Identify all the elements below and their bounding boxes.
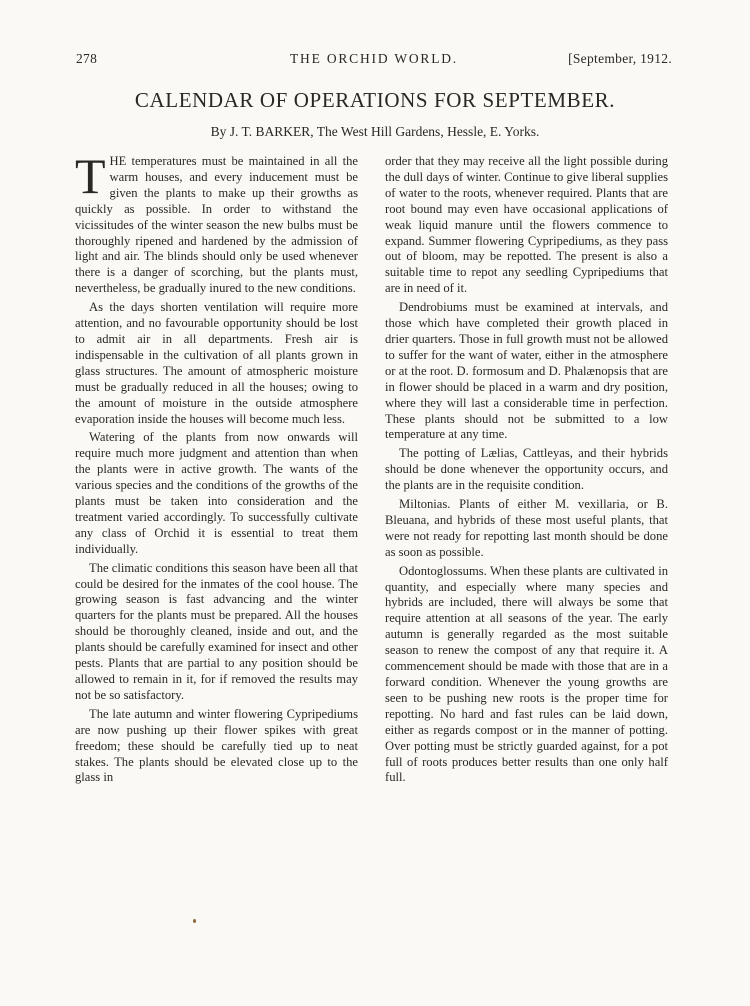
right-column [385, 154, 668, 789]
issue-date: [September, 1912. [568, 51, 672, 66]
paragraph: Dendrobiums must be examined at intervals, and those which have completed their growth placed in drier quarters. Those in full growth must not be allowed to suffer for the want of water, either in the atmosphere or at the root. D. formosum and D. Phalænopsis that are in flower should be placed in a warm and dry position, where they will last a considerable time in perfection. These plants should not be submitted to a low temperature at any time. [385, 300, 668, 442]
left-column [75, 148, 358, 789]
paragraph: The late autumn and winter flowering Cypripediums are now pushing up their flower spikes with great freedom; these should be carefully tied up to neat stakes. The plants should be elevated close up to the glass in [75, 706, 358, 785]
paragraph: Odontoglossums. When these plants are cultivated in quantity, and especially where many species and hybrids are included, there will always be some that require attention at all seasons of the year. The early autumn is generally regarded as the most suitable season to renew the compost of any that require it. A commencement should be made with those that are in a forward condition. Whenever the young growths are seen to be pushing new roots is the proper time for repotting. No hard and fast rules can be laid down, either as regards compost or in the manner of potting. Over potting must be strictly guarded against, for a pot full of roots produces better results than one only half full. [385, 563, 668, 785]
page-number: 278 [76, 51, 98, 66]
journal-title: THE ORCHID WORLD. [290, 51, 458, 66]
paragraph [75, 148, 358, 297]
paper-speck [193, 919, 196, 923]
paragraph: The climatic conditions this season have been all that could be desired for the inmates of the cool house. The growing season is fast advancing and the winter quarters for the plants must be prepared. All the houses should be thoroughly cleaned, inside and out, and the plants should be carefully examined for insect and other pests. Plants that are partial to any position should be allowed to remain in it, for if removed the results may not be so satisfactory. [75, 560, 358, 702]
running-header [76, 51, 672, 71]
paragraph: As the days shorten ventilation will require more attention, and no favourable opportunity should be lost to admit air in all departments. Fresh air is indispensable in the cultivation of all plants grown in glass structures. The amount of atmospheric moisture must be gradually reduced in all the houses; owing to the amount of moisture in the outside atmosphere evaporation inside the houses will become much less. [75, 300, 358, 426]
article-byline: By J. T. BARKER, The West Hill Gardens, Hessle, E. Yorks. [210, 124, 540, 139]
article-title: CALENDAR OF OPERATIONS FOR SEPTEMBER. [134, 88, 616, 112]
paragraph: order that they may receive all the light possible during the dull days of winter. Continue to give liberal supplies of water to the roots, whenever required. Plants that are root bound may even have occasional applications of weak liquid manure until the flowers commence to expand. Summer flowering Cypripediums, as they pass out of bloom, may be repotted. The present is also a suitable time to repot any seedling Cypripediums that are in need of it. [385, 154, 668, 296]
paragraph: The potting of Lælias, Cattleyas, and their hybrids should be done whenever the opportunity occurs, and the plants are in the requisite condition. [385, 446, 668, 493]
paragraph-text: HE temperatures must be maintained in all the warm houses, and every inducement must be given the plants to make up their growths as quickly as possible. In order to withstand the vicissitudes of the winter season the new bulbs must be thoroughly ripened and hardened by the admission of light and air. The blinds should only be used whenever there is a danger of scorching, but the plants must, nevertheless, be gradually inured to the new conditions. [75, 154, 358, 296]
drop-cap: T [75, 148, 106, 204]
paragraph: Watering of the plants from now onwards will require much more judgment and attention than when the plants were in active growth. The wants of the various species and the conditions of the growths of the plants must be taken into consideration and the treatment varied accordingly. To successfully cultivate any class of Orchid it is essential to treat them individually. [75, 430, 358, 556]
paragraph: Miltonias. Plants of either M. vexillaria, or B. Bleuana, and hybrids of these most useful plants, that were not ready for repotting last month should be done as soon as possible. [385, 497, 668, 559]
